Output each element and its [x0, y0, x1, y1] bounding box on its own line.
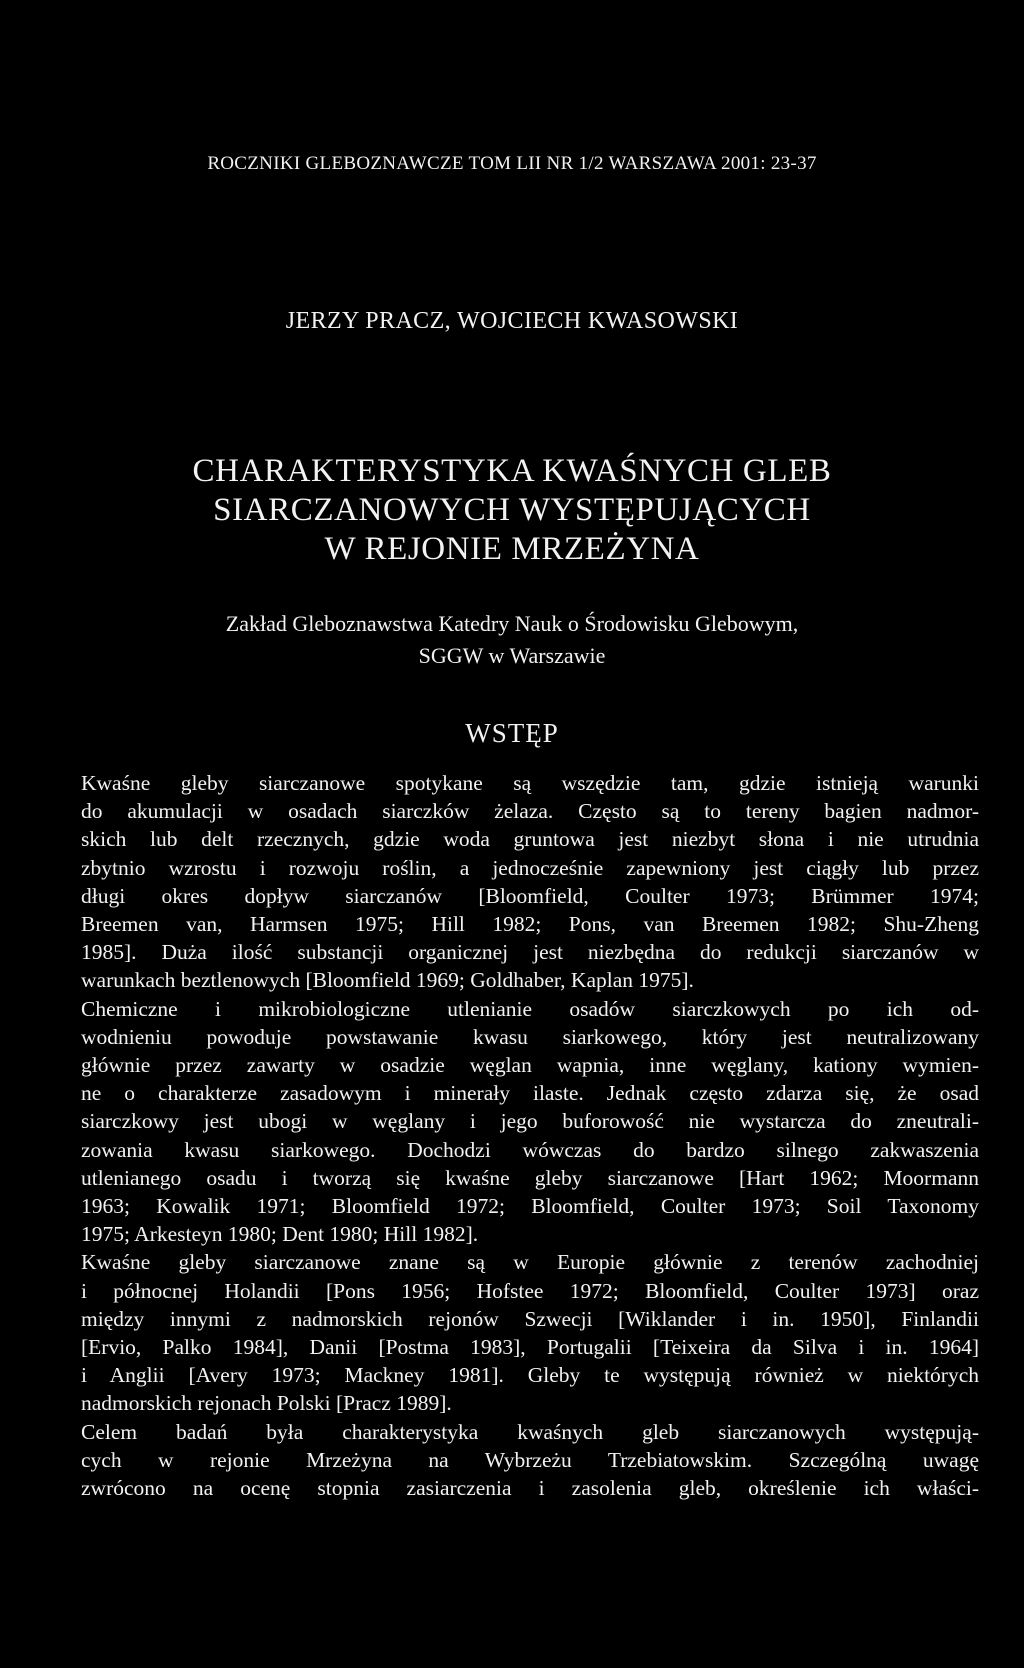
body-line: cych w rejonie Mrzeżyna na Wybrzeżu Trzebiatowskim. Szczególną uwagę	[81, 1447, 979, 1472]
title-line: SIARCZANOWYCH WYSTĘPUJĄCYCH	[213, 492, 811, 528]
body-line: Kwaśne gleby siarczanowe znane są w Europie głównie z terenów zachodniej	[81, 1250, 979, 1275]
body-line: warunkach beztlenowych [Bloomfield 1969; Goldhaber, Kaplan 1975].	[81, 968, 694, 993]
body-line: 1963; Kowalik 1971; Bloomfield 1972; Bloomfield, Coulter 1973; Soil Taxonomy	[81, 1194, 979, 1219]
body-text	[81, 769, 979, 1502]
body-line: wodnieniu powoduje powstawanie kwasu siarkowego, który jest neutralizowany	[81, 1024, 979, 1049]
title-line: W REJONIE MRZEŻYNA	[324, 531, 700, 567]
body-line: skich lub delt rzecznych, gdzie woda gruntowa jest niezbyt słona i nie utrudnia	[81, 827, 979, 852]
title-line: CHARAKTERYSTYKA KWAŚNYCH GLEB	[192, 453, 832, 489]
body-line: ne o charakterze zasadowym i minerały ilaste. Jednak często zdarza się, że osad	[81, 1081, 979, 1106]
body-line: Celem badań była charakterystyka kwaśnych gleb siarczanowych występują-	[81, 1419, 979, 1444]
authors: JERZY PRACZ, WOJCIECH KWASOWSKI	[285, 308, 739, 334]
body-line: zowania kwasu siarkowego. Dochodzi wówczas do bardzo silnego zakwaszenia	[81, 1137, 979, 1162]
body-line: Kwaśne gleby siarczanowe spotykane są wszędzie tam, gdzie istnieją warunki	[81, 771, 979, 795]
body-line: i Anglii [Avery 1973; Mackney 1981]. Gleby te występują również w niektórych	[81, 1363, 979, 1388]
body-line: do akumulacji w osadach siarczków żelaza. Często są to tereny bagien nadmor-	[81, 799, 979, 824]
body-line: Chemiczne i mikrobiologiczne utlenianie osadów siarczkowych po ich od-	[81, 996, 979, 1021]
affiliation-line: SGGW w Warszawie	[418, 643, 606, 668]
body-line: zwrócono na ocenę stopnia zasiarczenia i zasolenia gleb, określenie ich właści-	[81, 1476, 979, 1501]
body-line: nadmorskich rejonach Polski [Pracz 1989].	[81, 1391, 452, 1416]
body-line: [Ervio, Palko 1984], Danii [Postma 1983], Portugalii [Teixeira da Silva i in. 1964]	[81, 1335, 979, 1360]
body-line: głównie przez zawarty w osadzie węglan wapnia, inne węglany, kationy wymien-	[81, 1053, 979, 1078]
affiliation	[0, 608, 1024, 672]
body-line: między innymi z nadmorskich rejonów Szwecji [Wiklander i in. 1950], Finlandii	[81, 1306, 979, 1331]
paper-title	[0, 452, 1024, 569]
body-line: długi okres dopływ siarczanów [Bloomfield, Coulter 1973; Brümmer 1974;	[81, 883, 979, 908]
affiliation-line: Zakład Gleboznawstwa Katedry Nauk o Środowisku Glebowym,	[225, 611, 799, 636]
journal-header: ROCZNIKI GLEBOZNAWCZE TOM LII NR 1/2 WARSZAWA 2001: 23-37	[207, 153, 817, 174]
body-line: utlenianego osadu i tworzą się kwaśne gleby siarczanowe [Hart 1962; Moormann	[81, 1165, 979, 1190]
section-heading: WSTĘP	[465, 718, 559, 748]
body-line: i północnej Holandii [Pons 1956; Hofstee 1972; Bloomfield, Coulter 1973] oraz	[81, 1278, 979, 1303]
body-line: Breemen van, Harmsen 1975; Hill 1982; Pons, van Breemen 1982; Shu-Zheng	[81, 912, 979, 937]
body-line: 1985]. Duża ilość substancji organicznej jest niezbędna do redukcji siarczanów w	[81, 940, 979, 965]
body-line: 1975; Arkesteyn 1980; Dent 1980; Hill 1982].	[81, 1222, 479, 1247]
body-line: siarczkowy jest ubogi w węglany i jego buforowość nie wystarcza do zneutrali-	[81, 1109, 979, 1134]
body-line: zbytnio wzrostu i rozwoju roślin, a jednocześnie zapewniony jest ciągły lub przez	[81, 855, 979, 880]
